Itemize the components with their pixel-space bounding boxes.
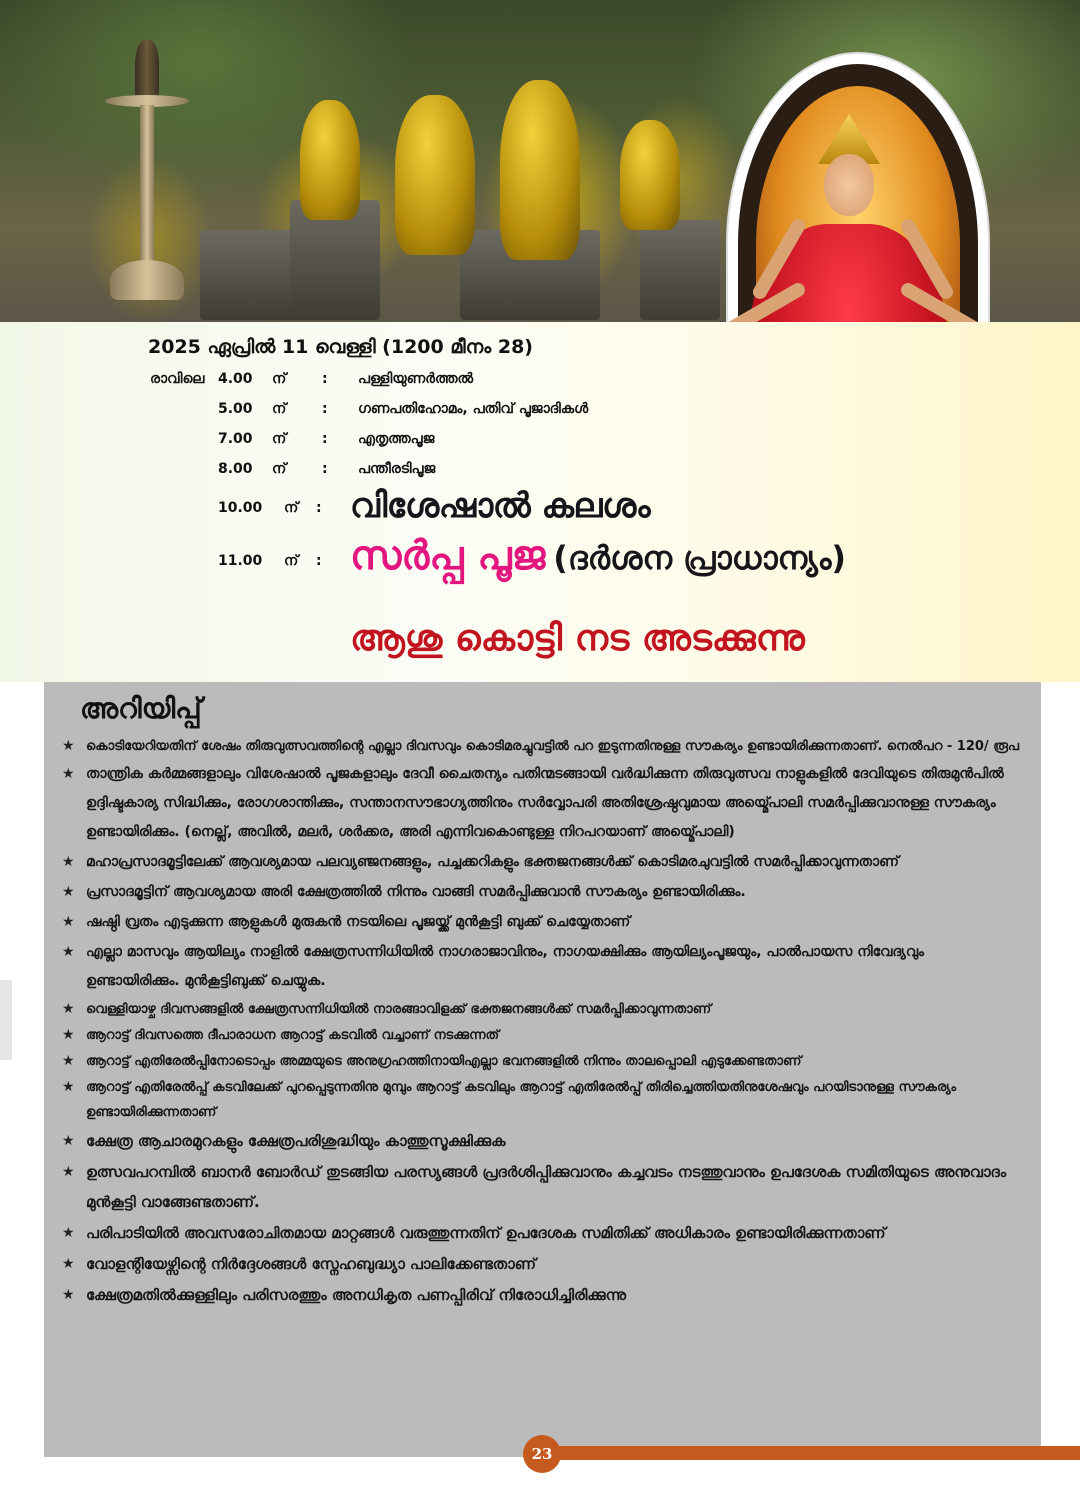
notice-item: ★ താന്ത്രിക കർമ്മങ്ങളാലും വിശേഷാൽ പൂജകളാലും ദേവീ ചൈതന്യം പതിന്മടങ്ങായി വർദ്ധിക്കുന്ന തിരുവുത്സവ നാളുകളിൽ ദേവിയുടെ തിരുമുൻപിൽ ഉദ്ദിഷ്ടകാര്യ സിദ്ധിക്കും, രോഗശാന്തിക്കും, സന്താനസൗഭാഗ്യത്തിനും സർവ്വോപരി അതിശ്രേഷ്ഠവുമായ അയ്മ്പൊലി സമർപ്പിക്കുവാനുള്ള സൗകര്യം ഉണ്ടായിരിക്കും. (നെല്ല്, അവിൽ, മലർ, ശർക്കര, അരി എന്നിവകൊണ്ടുള്ള നിറപറയാണ് അയ്മ്പൊലി): [62, 760, 1022, 847]
darshana-note: (ദർശന പ്രാധാന്യം): [553, 539, 846, 577]
star-bullet-icon: ★: [62, 738, 75, 754]
notice-list: [62, 734, 1022, 1310]
notice-item: ★ മഹാപ്രസാദമൂട്ടിലേക്ക് ആവശ്യമായ പലവ്യഞ്ജനങ്ങളും, പച്ചക്കറികളും ഭക്തജനങ്ങൾക്ക് കൊടിമരചുവട്ടിൽ സമർപ്പിക്കാവുന്നതാണ്: [62, 848, 1022, 877]
notice-item: ★ എല്ലാ മാസവും ആയില്യം നാളിൽ ക്ഷേത്രസന്നിധിയിൽ നാഗരാജാവിനും, നാഗയക്ഷിക്കും ആയില്യംപൂജയും, പാൽപായസ നിവേദ്യവും ഉണ്ടായിരിക്കും. മുൻകൂട്ടിബുക്ക് ചെയ്യുക.: [62, 938, 1022, 996]
star-bullet-icon: ★: [62, 854, 75, 870]
notice-item: ★ വെള്ളിയാഴ്ച ദിവസങ്ങളിൽ ക്ഷേത്രസന്നിധിയിൽ നാരങ്ങാവിളക്ക് ഭക്തജനങ്ങൾക്ക് സമർപ്പിക്കാവുന്നതാണ്: [62, 997, 1022, 1022]
schedule-date: 2025 ഏപ്രിൽ 11 വെള്ളി (1200 മീനം 28): [148, 336, 533, 358]
sarpa-pooja-title: സർപ്പ പൂജ: [350, 533, 546, 579]
star-bullet-icon: ★: [62, 1001, 75, 1017]
star-bullet-icon: ★: [62, 1027, 75, 1043]
star-bullet-icon: ★: [62, 1287, 75, 1303]
notice-item: ★ പ്രസാദമൂട്ടിന് ആവശ്യമായ അരി ക്ഷേത്രത്തിൽ നിന്നും വാങ്ങി സമർപ്പിക്കുവാൻ സൗകര്യം ഉണ്ടായിരിക്കും.: [62, 878, 1022, 907]
notice-item: ★ ആറാട്ട് ദിവസത്തെ ദീപാരാധന ആറാട്ട് കടവിൽ വച്ചാണ് നടക്കുന്നത്: [62, 1023, 1022, 1048]
page-edge-decoration: [0, 980, 12, 1060]
notice-item: ★ ക്ഷേത്രമതിൽക്കുള്ളിലും പരിസരത്തും അനധികൃത പണപ്പിരിവ് നിരോധിച്ചിരിക്കുന്നു: [62, 1280, 1022, 1310]
notice-item: ★ ക്ഷേത്ര ആചാരമുറകളും ക്ഷേത്രപരിശുദ്ധിയും കാത്തുസൂക്ഷിക്കുക: [62, 1126, 1022, 1156]
star-bullet-icon: ★: [62, 1256, 75, 1272]
star-bullet-icon: ★: [62, 1164, 75, 1180]
footer-bar: [540, 1446, 1080, 1460]
notice-item: ★ വോളന്റിയേഴ്സിന്റെ നിർദ്ദേശങ്ങൾ സ്നേഹബുദ്ധ്യാ പാലിക്കേണ്ടതാണ്: [62, 1249, 1022, 1279]
star-bullet-icon: ★: [62, 766, 75, 782]
page-number: 23: [523, 1435, 561, 1473]
star-bullet-icon: ★: [62, 914, 75, 930]
notice-box: [44, 682, 1041, 1457]
notice-item: ★ പരിപാടിയിൽ അവസരോചിതമായ മാറ്റങ്ങൾ വരുത്തുന്നതിന് ഉപദേശക സമിതിക്ക് അധികാരം ഉണ്ടായിരിക്കുന്നതാണ്: [62, 1218, 1022, 1248]
notice-item: ★ ഷഷ്ഠി വ്രതം എടുക്കുന്ന ആളുകൾ മുരുകൻ നടയിലെ പൂജയ്ക്ക് മുൻകൂട്ടി ബുക്ക് ചെയ്യേതാണ്: [62, 908, 1022, 937]
closing-announcement: ആശു കൊട്ടി നട അടക്കുന്നു: [350, 618, 805, 659]
star-bullet-icon: ★: [62, 1225, 75, 1241]
notice-item: ★ ആറാട്ട് എതിരേൽപ്പ് കടവിലേക്ക് പുറപ്പെടുന്നതിനു മുമ്പും ആറാട്ട് കടവിലും ആറാട്ട് എതിരേൽപ്പ് തിരിച്ചെത്തിയതിനുശേഷവും പറയിടാനുള്ള സൗകര്യം ഉണ്ടായിരിക്കുന്നതാണ്: [62, 1075, 1022, 1125]
star-bullet-icon: ★: [62, 1053, 75, 1069]
notice-item: ★ ഉത്സവപറമ്പിൽ ബാനർ ബോർഡ് തുടങ്ങിയ പരസ്യങ്ങൾ പ്രദർശിപ്പിക്കുവാനും കച്ചവടം നടത്തുവാനും ഉപദേശക സമിതിയുടെ അനുവാദം മുൻകൂട്ടി വാങ്ങേണ്ടതാണ്.: [62, 1157, 1022, 1217]
star-bullet-icon: ★: [62, 884, 75, 900]
notice-item: ★ ആറാട്ട് എതിരേൽപ്പിനോടൊപ്പം അമ്മയുടെ അനുഗ്രഹത്തിനായിഎല്ലാ ഭവനങ്ങളിൽ നിന്നും താലപ്പൊലി എടുക്കേണ്ടതാണ്: [62, 1049, 1022, 1074]
star-bullet-icon: ★: [62, 1133, 75, 1149]
notice-title: അറിയിപ്പ്: [80, 692, 202, 725]
notice-item: ★ കൊടിയേറിയതിന് ശേഷം തിരുവുത്സവത്തിന്റെ എല്ലാ ദിവസവും കൊടിമരച്ചുവട്ടിൽ പറ ഇടുന്നതിനുള്ള സൗകര്യം ഉണ്ടായിരിക്കുന്നതാണ്. നെൽപറ - 120/ രൂപ: [62, 734, 1022, 759]
star-bullet-icon: ★: [62, 1079, 75, 1095]
star-bullet-icon: ★: [62, 944, 75, 960]
